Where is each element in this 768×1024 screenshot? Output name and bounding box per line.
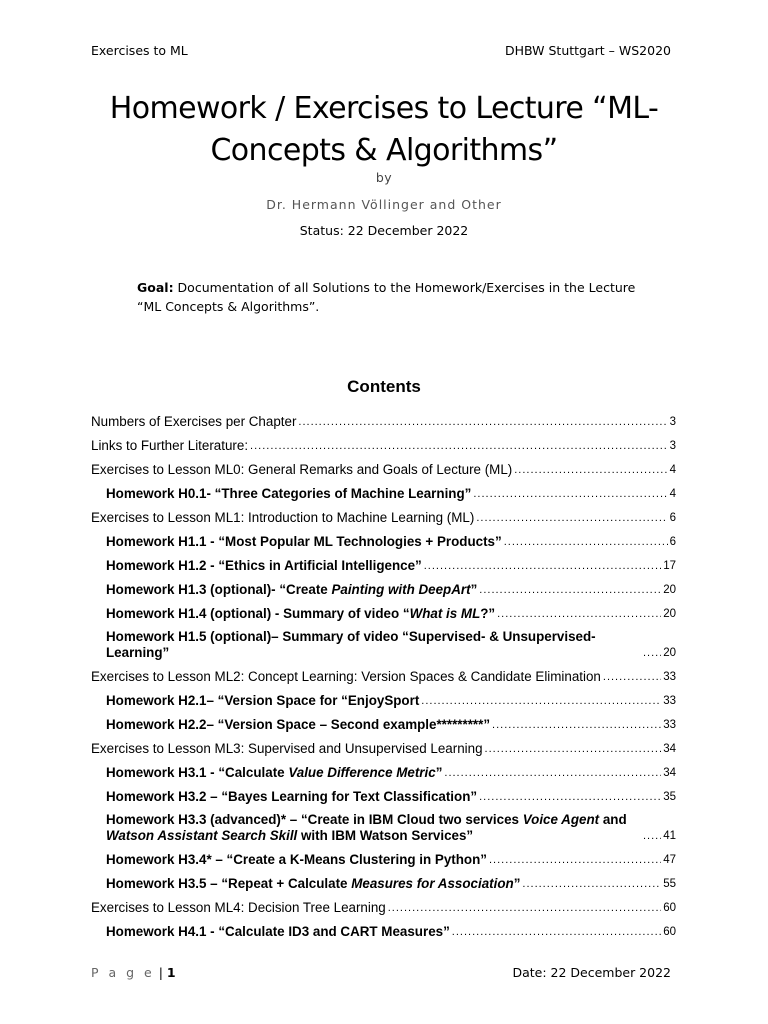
toc-entry-title: Exercises to Lesson ML0: General Remarks and Goals of Lecture (ML) xyxy=(91,462,513,477)
header-right: DHBW Stuttgart – WS2020 xyxy=(505,43,671,58)
goal-label: Goal: xyxy=(137,280,174,295)
toc-page-number: 20 xyxy=(663,584,676,596)
toc-page-number: 33 xyxy=(663,695,676,707)
toc-entry-title: Homework H1.1 - “Most Popular ML Technologies + Products” xyxy=(106,534,502,549)
toc-leader xyxy=(479,789,661,805)
toc-subentry[interactable] xyxy=(91,478,676,502)
toc-entry[interactable] xyxy=(91,430,676,454)
toc-entry-title: Numbers of Exercises per Chapter xyxy=(91,414,297,429)
toc-page-number: 41 xyxy=(663,830,676,842)
header-left: Exercises to ML xyxy=(91,43,188,58)
toc-page-number: 20 xyxy=(663,608,676,620)
toc-entry[interactable] xyxy=(91,661,676,685)
table-of-contents xyxy=(91,406,676,940)
toc-page-number: 33 xyxy=(663,719,676,731)
by-label: by xyxy=(375,170,393,185)
toc-entry-title: Homework H1.3 (optional)- “Create Painting with DeepArt” xyxy=(106,582,478,597)
page-separator: | xyxy=(154,965,167,980)
toc-entry-title: Homework H3.4* – “Create a K-Means Clustering in Python” xyxy=(106,852,487,867)
toc-subentry[interactable] xyxy=(91,709,676,733)
toc-page-number: 6 xyxy=(669,536,676,548)
toc-entry-title: Links to Further Literature: xyxy=(91,438,249,453)
toc-subentry[interactable] xyxy=(91,526,676,550)
toc-entry[interactable] xyxy=(91,502,676,526)
title-line-1: Homework / Exercises to Lecture “ML- xyxy=(109,91,659,126)
toc-leader xyxy=(444,765,661,781)
toc-subentry[interactable] xyxy=(91,574,676,598)
toc-entry-title: Exercises to Lesson ML4: Decision Tree Learning xyxy=(91,900,386,915)
toc-page-number: 33 xyxy=(663,671,676,683)
title-line-2: Concepts & Algorithms” xyxy=(210,133,558,168)
toc-leader xyxy=(421,693,661,709)
toc-subentry[interactable] xyxy=(91,844,676,868)
toc-leader xyxy=(497,606,661,622)
toc-leader xyxy=(452,924,661,940)
toc-page-number: 4 xyxy=(669,488,676,500)
toc-leader xyxy=(476,510,667,526)
toc-entry-title: Exercises to Lesson ML3: Supervised and Unsupervised Learning xyxy=(91,741,483,756)
toc-leader xyxy=(424,558,661,574)
author: Dr. Hermann Völlinger and Other xyxy=(266,197,502,212)
toc-page-number: 34 xyxy=(663,767,676,779)
document-title xyxy=(60,88,708,172)
toc-entry[interactable] xyxy=(91,454,676,478)
toc-leader xyxy=(298,414,667,430)
toc-leader xyxy=(250,438,668,454)
toc-entry-title: Homework H1.5 (optional)– Summary of video “Supervised- & Unsupervised-Learning” xyxy=(106,629,596,660)
toc-leader xyxy=(489,852,661,868)
toc-entry-title: Homework H3.3 (advanced)* – “Create in IBM Cloud two services Voice Agent and Watson Assistant Search Skill with IBM Watson Services” xyxy=(106,812,627,843)
toc-leader xyxy=(522,876,661,892)
toc-entry-title: Homework H1.4 (optional) - Summary of video “What is ML?” xyxy=(106,606,496,621)
toc-page-number: 55 xyxy=(663,878,676,890)
toc-entry[interactable] xyxy=(91,892,676,916)
status-date: Status: 22 December 2022 xyxy=(299,223,469,238)
toc-page-number: 47 xyxy=(663,854,676,866)
toc-subentry[interactable] xyxy=(91,781,676,805)
toc-subentry[interactable] xyxy=(91,598,676,622)
toc-entry[interactable] xyxy=(91,406,676,430)
toc-entry-title: Homework H0.1- “Three Categories of Machine Learning” xyxy=(106,486,472,501)
contents-heading: Contents xyxy=(347,377,421,396)
goal-text: Documentation of all Solutions to the Homework/Exercises in the Lecture “ML Concepts & Algorithms”. xyxy=(137,280,636,314)
toc-entry-title: Homework H1.2 - “Ethics in Artificial Intelligence” xyxy=(106,558,422,573)
goal-paragraph xyxy=(137,278,647,316)
toc-subentry[interactable] xyxy=(91,550,676,574)
toc-entry-title: Homework H2.1– “Version Space for “EnjoySport xyxy=(106,693,420,708)
toc-leader xyxy=(643,645,661,661)
toc-leader xyxy=(514,462,667,478)
page-footer-number xyxy=(91,965,176,980)
toc-entry-title: Homework H3.5 – “Repeat + Calculate Measures for Association” xyxy=(106,876,521,891)
toc-leader xyxy=(603,669,661,685)
toc-page-number: 3 xyxy=(669,416,676,428)
toc-page-number: 34 xyxy=(663,743,676,755)
toc-page-number: 60 xyxy=(663,926,676,938)
toc-leader xyxy=(473,486,667,502)
toc-subentry[interactable] xyxy=(91,805,676,844)
toc-subentry[interactable] xyxy=(91,916,676,940)
toc-subentry[interactable] xyxy=(91,757,676,781)
toc-page-number: 4 xyxy=(669,464,676,476)
toc-subentry[interactable] xyxy=(91,622,676,661)
page-label: P a g e xyxy=(91,965,155,980)
toc-subentry[interactable] xyxy=(91,868,676,892)
toc-leader xyxy=(479,582,661,598)
toc-entry[interactable] xyxy=(91,733,676,757)
toc-leader xyxy=(504,534,668,550)
toc-leader xyxy=(492,717,661,733)
toc-page-number: 6 xyxy=(669,512,676,524)
toc-page-number: 20 xyxy=(663,647,676,659)
toc-page-number: 60 xyxy=(663,902,676,914)
toc-page-number: 35 xyxy=(663,791,676,803)
toc-entry-title: Exercises to Lesson ML2: Concept Learning: Version Spaces & Candidate Elimination xyxy=(91,669,601,684)
toc-page-number: 3 xyxy=(669,440,676,452)
toc-entry-title: Exercises to Lesson ML1: Introduction to Machine Learning (ML) xyxy=(91,510,475,525)
toc-entry-title: Homework H3.1 - “Calculate Value Difference Metric” xyxy=(106,765,443,780)
toc-entry-title: Homework H3.2 – “Bayes Learning for Text Classification” xyxy=(106,789,478,804)
page-number: 1 xyxy=(166,965,176,980)
toc-page-number: 17 xyxy=(663,560,676,572)
toc-leader xyxy=(485,741,662,757)
toc-leader xyxy=(388,900,661,916)
footer-date: Date: 22 December 2022 xyxy=(512,965,671,980)
toc-leader xyxy=(643,828,661,844)
toc-entry-title: Homework H4.1 - “Calculate ID3 and CART Measures” xyxy=(106,924,450,939)
toc-subentry[interactable] xyxy=(91,685,676,709)
toc-entry-title: Homework H2.2– “Version Space – Second example*********” xyxy=(106,717,491,732)
